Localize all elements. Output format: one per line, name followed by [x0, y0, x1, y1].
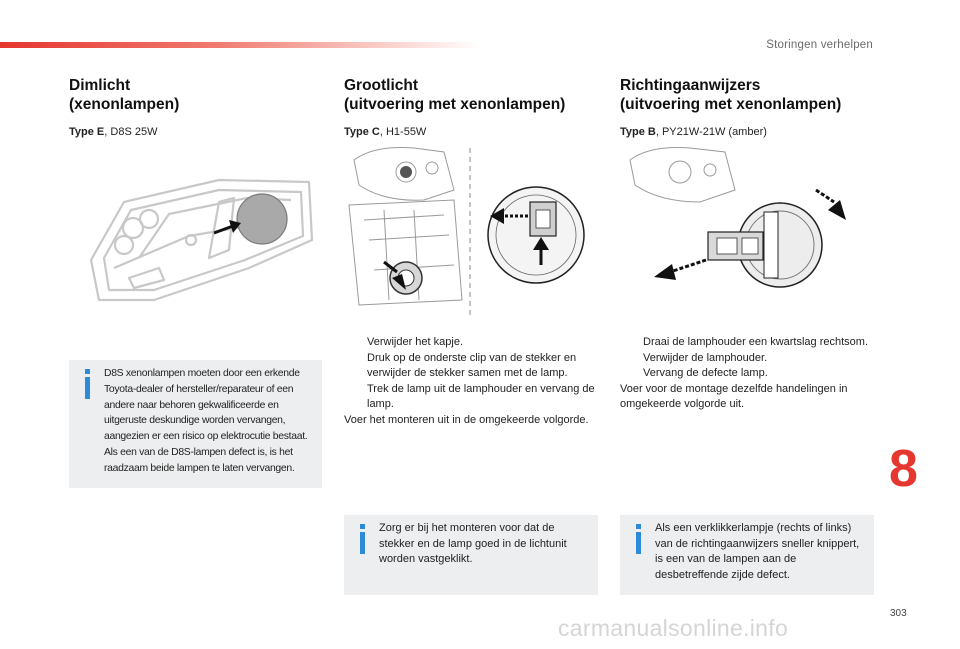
- page-number: 303: [890, 608, 907, 619]
- heading-indicators-line2: (uitvoering met xenonlampen): [620, 96, 842, 113]
- heading-low-beam: [69, 76, 324, 114]
- step-text: Verwijder het kapje.: [367, 336, 463, 348]
- steps-high-beam: [344, 335, 599, 428]
- note-line: aangezien er een risico op elektrocutie bestaat.: [104, 431, 308, 443]
- heading-high-beam: [344, 76, 599, 114]
- type-label: Type C: [344, 126, 380, 138]
- info-icon: [83, 369, 93, 399]
- column-high-beam: [344, 76, 599, 138]
- type-label: Type B: [620, 126, 656, 138]
- type-high-beam: [344, 126, 599, 138]
- type-value: , D8S 25W: [104, 126, 158, 138]
- type-indicators: [620, 126, 875, 138]
- heading-low-beam-line1: Dimlicht: [69, 77, 131, 94]
- figure-indicator-lamp-holder: [620, 140, 875, 320]
- header-accent-bar: [0, 42, 480, 48]
- type-low-beam: [69, 126, 324, 138]
- note-line: D8S xenonlampen moeten door een erkende: [104, 368, 300, 379]
- note-text: [104, 366, 314, 477]
- step-item: [620, 366, 875, 382]
- heading-high-beam-line2: (uitvoering met xenonlampen): [344, 96, 566, 113]
- info-icon: [358, 524, 368, 554]
- column-indicators: [620, 76, 875, 138]
- column-low-beam: [69, 76, 324, 138]
- steps-indicators: [620, 335, 875, 413]
- note-text: Zorg er bij het monteren voor dat de stekker en de lamp goed in de lichtunit worden vastgeklikt.: [379, 522, 567, 565]
- note-line: uitgeruste deskundige worden vervangen,: [104, 415, 286, 427]
- heading-indicators: [620, 76, 875, 114]
- note-line: Als een van de D8S-lampen defect is, is het: [104, 446, 293, 458]
- heading-low-beam-line2: (xenonlampen): [69, 96, 180, 113]
- heading-indicators-line1: Richtingaanwijzers: [620, 77, 761, 94]
- step-text: Trek de lamp uit de lamphouder en vervang de lamp.: [367, 382, 595, 410]
- heading-high-beam-line1: Grootlicht: [344, 77, 419, 94]
- step-after-text: Voer het monteren uit in de omgekeerde volgorde.: [344, 413, 589, 426]
- section-title: Storingen verhelpen: [766, 39, 873, 51]
- note-indicator-fast-blink: [620, 515, 874, 595]
- arrow-icon: [654, 260, 706, 280]
- info-icon: [634, 524, 644, 554]
- step-text: Vervang de defecte lamp.: [643, 367, 768, 379]
- type-label: Type E: [69, 126, 105, 138]
- note-line: andere naar behoren gekwalificeerde en: [104, 399, 279, 411]
- note-text: Als een verklikkerlampje (rechts of links) van de richtingaanwijzers sneller knippert, is een van de lampen aan de desbetreffende zijde defect.: [655, 522, 860, 581]
- step-text: Draai de lamphouder een kwartslag rechtsom.: [643, 336, 869, 348]
- figure-low-beam-headlamp: [69, 140, 324, 320]
- type-value: , PY21W-21W (amber): [655, 126, 767, 138]
- step-item: [344, 335, 599, 351]
- step-item: [620, 351, 875, 367]
- step-after-text: Voer voor de montage dezelfde handelingen in omgekeerde volgorde uit.: [620, 382, 848, 410]
- chapter-number: 8: [889, 440, 918, 498]
- step-item: [344, 382, 599, 413]
- watermark: carmanualsonline.info: [558, 615, 789, 641]
- note-xenon-dealer: [69, 360, 322, 488]
- note-mounting: [344, 515, 598, 595]
- arrow-icon: [816, 190, 846, 220]
- note-line: raadzaam beide lampen te laten vervangen.: [104, 462, 295, 474]
- step-text: Verwijder de lamphouder.: [643, 351, 768, 364]
- figure-high-beam-lamp: [344, 140, 599, 320]
- step-item: [344, 351, 599, 382]
- note-line: Toyota-dealer of hersteller/reparateur of een: [104, 383, 294, 395]
- step-text: Druk op de onderste clip van de stekker en verwijder de stekker samen met de lamp.: [367, 351, 577, 379]
- type-value: , H1-55W: [379, 126, 427, 138]
- step-item: [620, 335, 875, 351]
